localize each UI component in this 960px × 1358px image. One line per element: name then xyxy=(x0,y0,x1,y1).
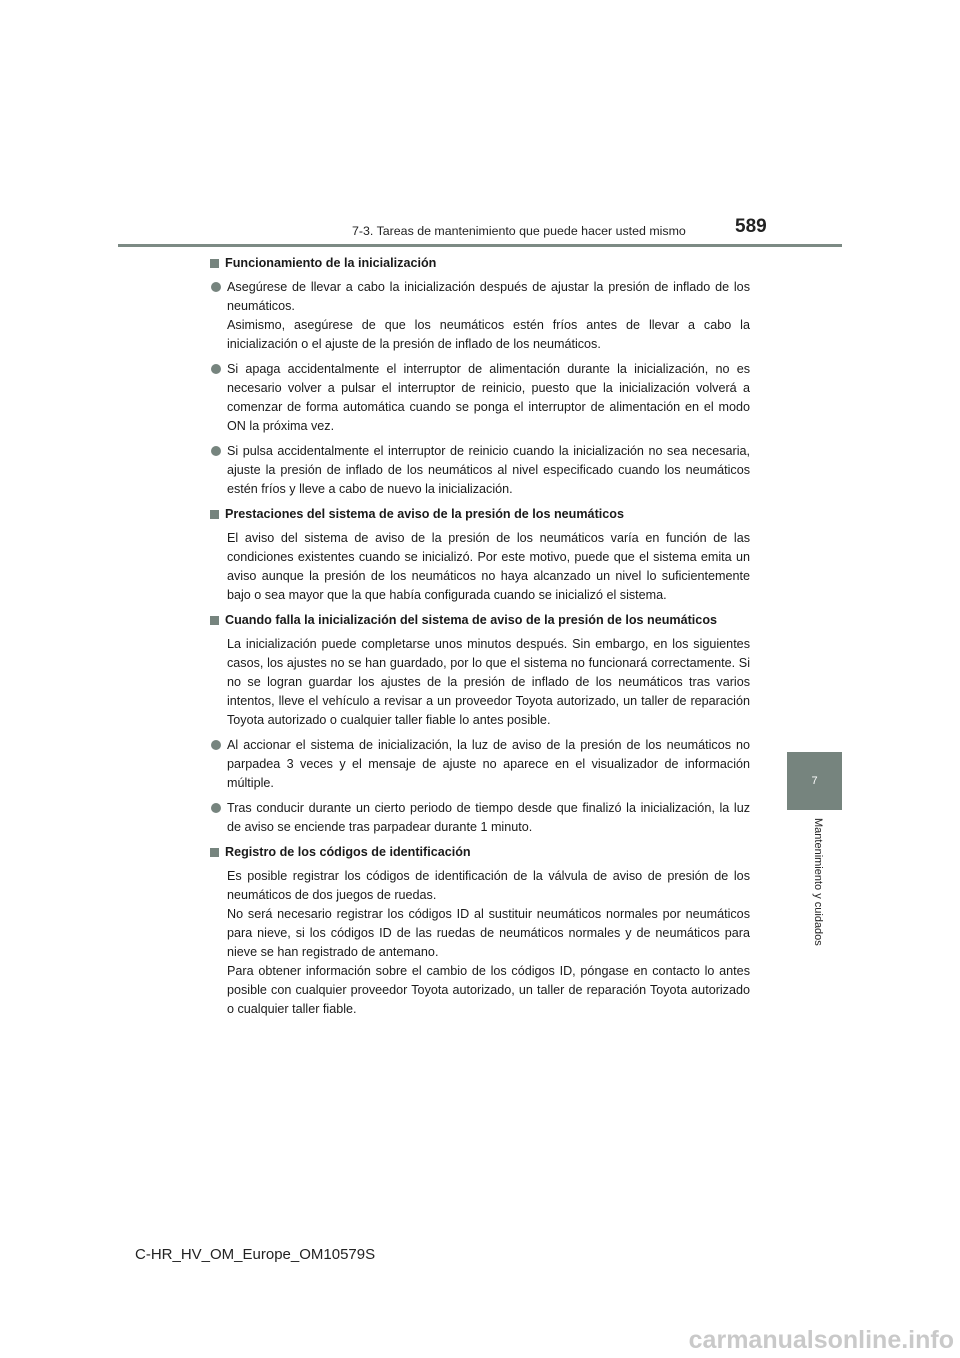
bullet-item xyxy=(210,278,750,354)
main-content xyxy=(210,254,750,1025)
circle-bullet-icon xyxy=(211,803,221,813)
section-id-code-registration xyxy=(210,843,750,1019)
circle-bullet-icon xyxy=(211,282,221,292)
header-rule xyxy=(118,244,842,247)
section-heading-text: Prestaciones del sistema de aviso de la presión de los neumáticos xyxy=(225,507,624,521)
bullet-text: Si pulsa accidentalmente el interruptor de reinicio cuando la inicialización no sea necesaria, ajuste la presión de inflado de los neumáticos al nivel especificado cuando los neumáticos estén fríos y lleve a cabo de nuevo la inicialización. xyxy=(227,444,750,496)
chapter-label: Mantenimiento y cuidados xyxy=(812,818,824,946)
square-bullet-icon xyxy=(210,616,219,625)
bullet-text: Si apaga accidentalmente el interruptor de alimentación durante la inicialización, no es necesario volver a pulsar el interruptor de reinicio, puesto que la inicialización volverá a comenzar de forma automática cuando se ponga el interruptor de alimentación en el modo ON la próxima vez. xyxy=(227,362,750,433)
bullet-text: Tras conducir durante un cierto periodo de tiempo desde que finalizó la inicialización, la luz de aviso se enciende tras parpadear durante 1 minuto. xyxy=(227,801,750,834)
section-heading-text: Cuando falla la inicialización del sistema de aviso de la presión de los neumáticos xyxy=(225,613,718,627)
section-system-performance xyxy=(210,505,750,605)
square-bullet-icon xyxy=(210,848,219,857)
section-heading xyxy=(210,843,750,862)
bullet-text: Asegúrese de llevar a cabo la inicialización después de ajustar la presión de inflado de los neumáticos. xyxy=(227,280,750,313)
section-heading-text: Funcionamiento de la inicialización xyxy=(225,256,437,270)
square-bullet-icon xyxy=(210,259,219,268)
section-initialization-failure xyxy=(210,611,750,837)
chapter-tab xyxy=(787,752,842,810)
page-number: 589 xyxy=(735,216,767,237)
square-bullet-icon xyxy=(210,510,219,519)
circle-bullet-icon xyxy=(211,364,221,374)
section-paragraph: El aviso del sistema de aviso de la presión de los neumáticos varía en función de las condiciones existentes cuando se inicializó. Por este motivo, puede que el sistema emita un aviso aunque la presión de los neumáticos no haya alcanzado un nivel lo suficientemente bajo o sea mayor que la que había configurada cuando se inicializó el sistema. xyxy=(227,531,750,602)
section-paragraph: No será necesario registrar los códigos ID al sustituir neumáticos normales por neumáticos para nieve, si los códigos ID de las ruedas de neumáticos normales y de neumáticos para nieve se han registrado de antemano. xyxy=(227,907,750,959)
bullet-item xyxy=(210,799,750,837)
section-heading-text: Registro de los códigos de identificación xyxy=(225,845,471,859)
circle-bullet-icon xyxy=(211,740,221,750)
section-initialization xyxy=(210,254,750,499)
section-paragraph: La inicialización puede completarse unos minutos después. Sin embargo, en los siguientes casos, los ajustes no se han guardado, por lo que el sistema no funcionará correctamente. Si no se logran guardar los ajustes de la presión de inflado de los neumáticos tras varios intentos, lleve el vehículo a revisar a un proveedor Toyota autorizado, un taller de reparación Toyota autorizado o cualquier taller fiable lo antes posible. xyxy=(227,637,750,727)
header-section-title: 7-3. Tareas de mantenimiento que puede hacer usted mismo xyxy=(352,224,686,238)
section-heading xyxy=(210,254,750,273)
section-heading xyxy=(210,505,750,524)
bullet-text: Al accionar el sistema de inicialización, la luz de aviso de la presión de los neumáticos no parpadea 3 veces y el mensaje de ajuste no aparece en el visualizador de información múltiple. xyxy=(227,738,750,790)
section-paragraph: Para obtener información sobre el cambio de los códigos ID, póngase en contacto lo antes posible con cualquier proveedor Toyota autorizado, un taller de reparación Toyota autorizado o cualquier taller fiable. xyxy=(227,964,750,1016)
bullet-item xyxy=(210,360,750,436)
bullet-item xyxy=(210,736,750,793)
section-heading xyxy=(210,611,750,630)
section-paragraph: Es posible registrar los códigos de identificación de la válvula de aviso de presión de los neumáticos de dos juegos de ruedas. xyxy=(227,869,750,902)
chapter-number: 7 xyxy=(811,775,818,787)
document-code: C-HR_HV_OM_Europe_OM10579S xyxy=(135,1246,376,1263)
bullet-text: Asimismo, asegúrese de que los neumáticos estén fríos antes de llevar a cabo la inicialización o el ajuste de la presión de inflado de los neumáticos. xyxy=(227,318,750,351)
watermark-logo: carmanualsonline.info xyxy=(688,1326,954,1354)
bullet-item xyxy=(210,442,750,499)
circle-bullet-icon xyxy=(211,446,221,456)
